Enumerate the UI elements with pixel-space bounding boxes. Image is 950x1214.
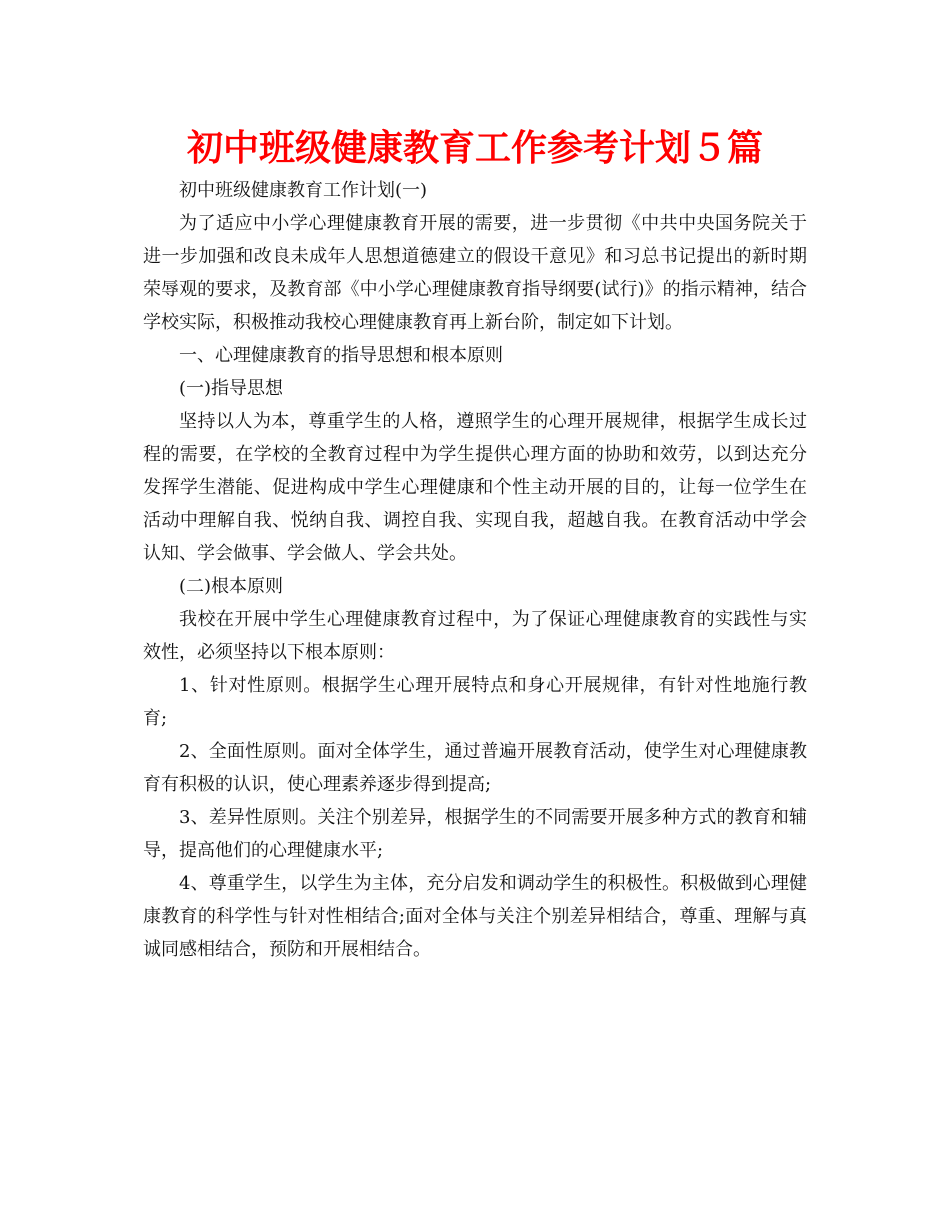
section-subtitle: 初中班级健康教育工作计划(一)	[179, 180, 428, 201]
heading-guiding-thought: (一)指导思想	[179, 378, 284, 399]
heading-basic-principles: (二)根本原则	[179, 576, 284, 597]
document-title: 初中班级健康教育工作参考计划５篇	[186, 128, 763, 169]
paragraph-intro: 为了适应中小学心理健康教育开展的需要，进一步贯彻《中共中央国务院关于进一步加强和改良未成年人思想道德建立的假设干意见》和习总书记提出的新时期荣辱观的要求，及教育部《中小学心理健康教育指导纲要(试行)》的指示精神，结合学校实际，积极推动我校心理健康教育再上新台阶，制定如下计划。	[143, 213, 807, 333]
principle-item-3: 3、差异性原则。关注个别差异，根据学生的不同需要开展多种方式的教育和辅导，提高他们的心理健康水平;	[143, 807, 807, 861]
paragraph-guiding-thought: 坚持以人为本，尊重学生的人格，遵照学生的心理开展规律，根据学生成长过程的需要，在学校的全教育过程中为学生提供心理方面的协助和效劳，以到达充分发挥学生潜能、促进构成中学生心理健康和个性主动开展的目的，让每一位学生在活动中理解自我、悦纳自我、调控自我、实现自我，超越自我。在教育活动中学会认知、学会做事、学会做人、学会共处。	[143, 411, 807, 564]
principle-item-4: 4、尊重学生，以学生为主体，充分启发和调动学生的积极性。积极做到心理健康教育的科学性与针对性相结合;面对全体与关注个别差异相结合，尊重、理解与真诚同感相结合，预防和开展相结合。	[143, 873, 807, 960]
principle-item-2: 2、全面性原则。面对全体学生，通过普遍开展教育活动，使学生对心理健康教育有积极的认识，使心理素养逐步得到提高;	[143, 741, 807, 795]
paragraph-principles-intro: 我校在开展中学生心理健康教育过程中，为了保证心理健康教育的实践性与实效性，必须坚持以下根本原则：	[143, 609, 807, 663]
heading-section-1: 一、心理健康教育的指导思想和根本原则	[179, 345, 503, 366]
principle-item-1: 1、针对性原则。根据学生心理开展特点和身心开展规律，有针对性地施行教育;	[143, 675, 807, 729]
document-body	[143, 174, 807, 966]
